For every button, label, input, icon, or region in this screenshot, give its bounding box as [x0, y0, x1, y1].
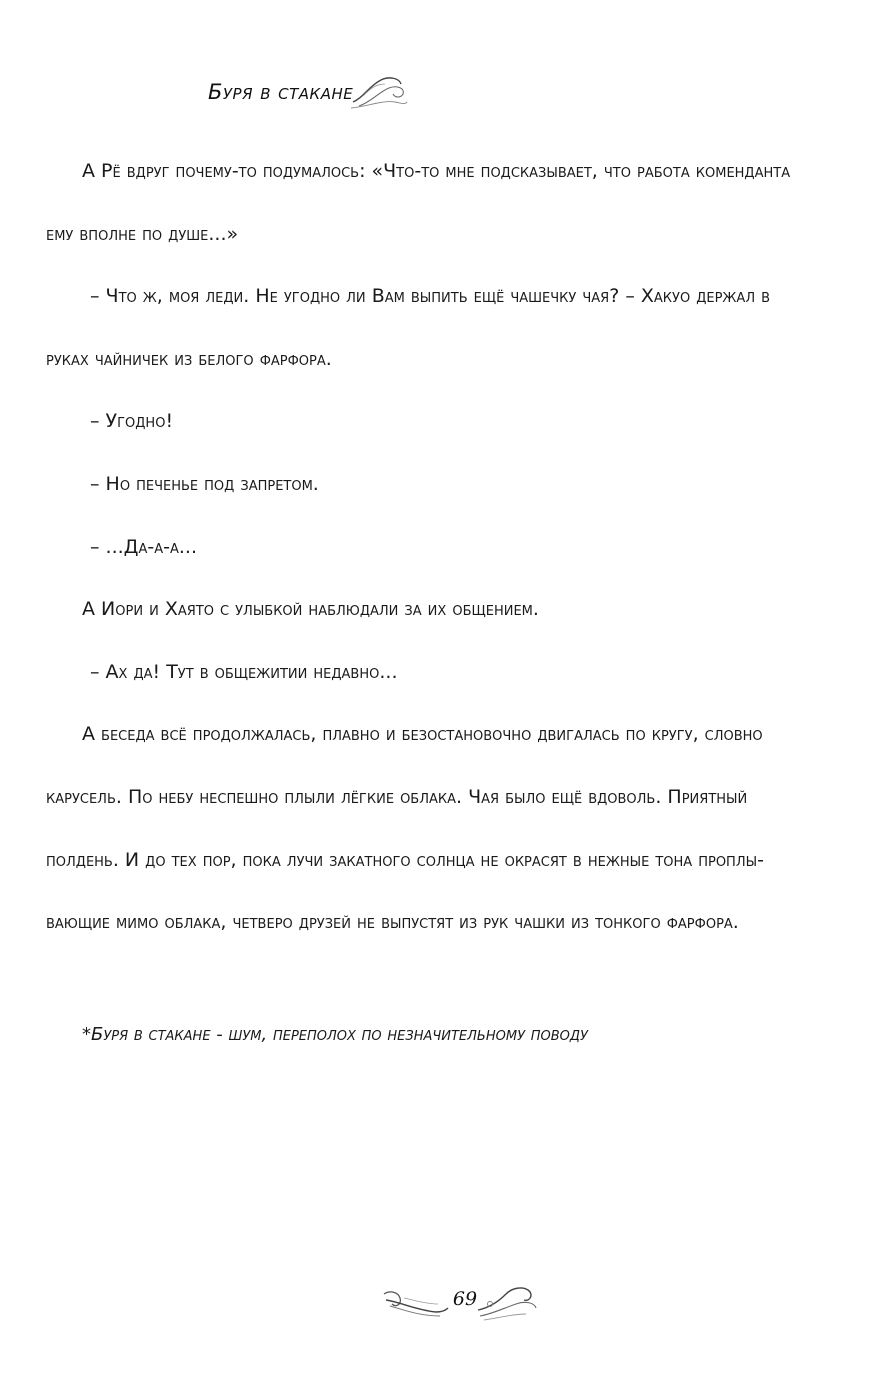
flourish-icon	[349, 72, 409, 112]
text-line: А беседа всё продолжалась, плавно и безостановочно двигалась по кругу, словно	[82, 723, 763, 746]
flourish-right-icon	[476, 1280, 540, 1324]
text-line: – ...Да-а-а...	[90, 535, 198, 558]
text-line: – Но печенье под запретом.	[90, 472, 319, 495]
text-line: карусель. По небу неспешно плыли лёгкие облака. Чая было ещё вдоволь. Приятный	[46, 785, 748, 808]
text-line: руках чайничек из белого фарфора.	[46, 347, 332, 370]
text-line: полдень. И до тех пор, пока лучи закатного солнца не окрасят в нежные тона проплы-	[46, 848, 764, 871]
text-line: А Иори и Хаято с улыбкой наблюдали за их общением.	[82, 598, 539, 621]
running-title: Буря в стакане	[208, 80, 354, 104]
text-line: – Что ж, моя леди. Не угодно ли Вам выпить ещё чашечку чая? – Хакуо держал в	[90, 285, 771, 308]
text-line: – Угодно!	[90, 410, 174, 433]
text-line: вающие мимо облака, четверо друзей не выпустят из рук чашки из тонкого фарфора.	[46, 911, 739, 934]
text-line: ему вполне по душе...»	[46, 222, 239, 245]
text-line: А Рё вдруг почему-то подумалось: «Что-то мне подсказывает, что работа коменданта	[82, 160, 791, 182]
page-footer	[380, 1280, 540, 1324]
page-header	[208, 72, 409, 112]
footnote: *Буря в стакане - шум, переполох по незначительному поводу	[82, 1024, 588, 1045]
text-line: – Ах да! Тут в общежитии недавно...	[90, 660, 398, 683]
page-number: 69	[452, 1288, 478, 1310]
main-text	[46, 140, 870, 954]
flourish-left-icon	[380, 1280, 450, 1324]
